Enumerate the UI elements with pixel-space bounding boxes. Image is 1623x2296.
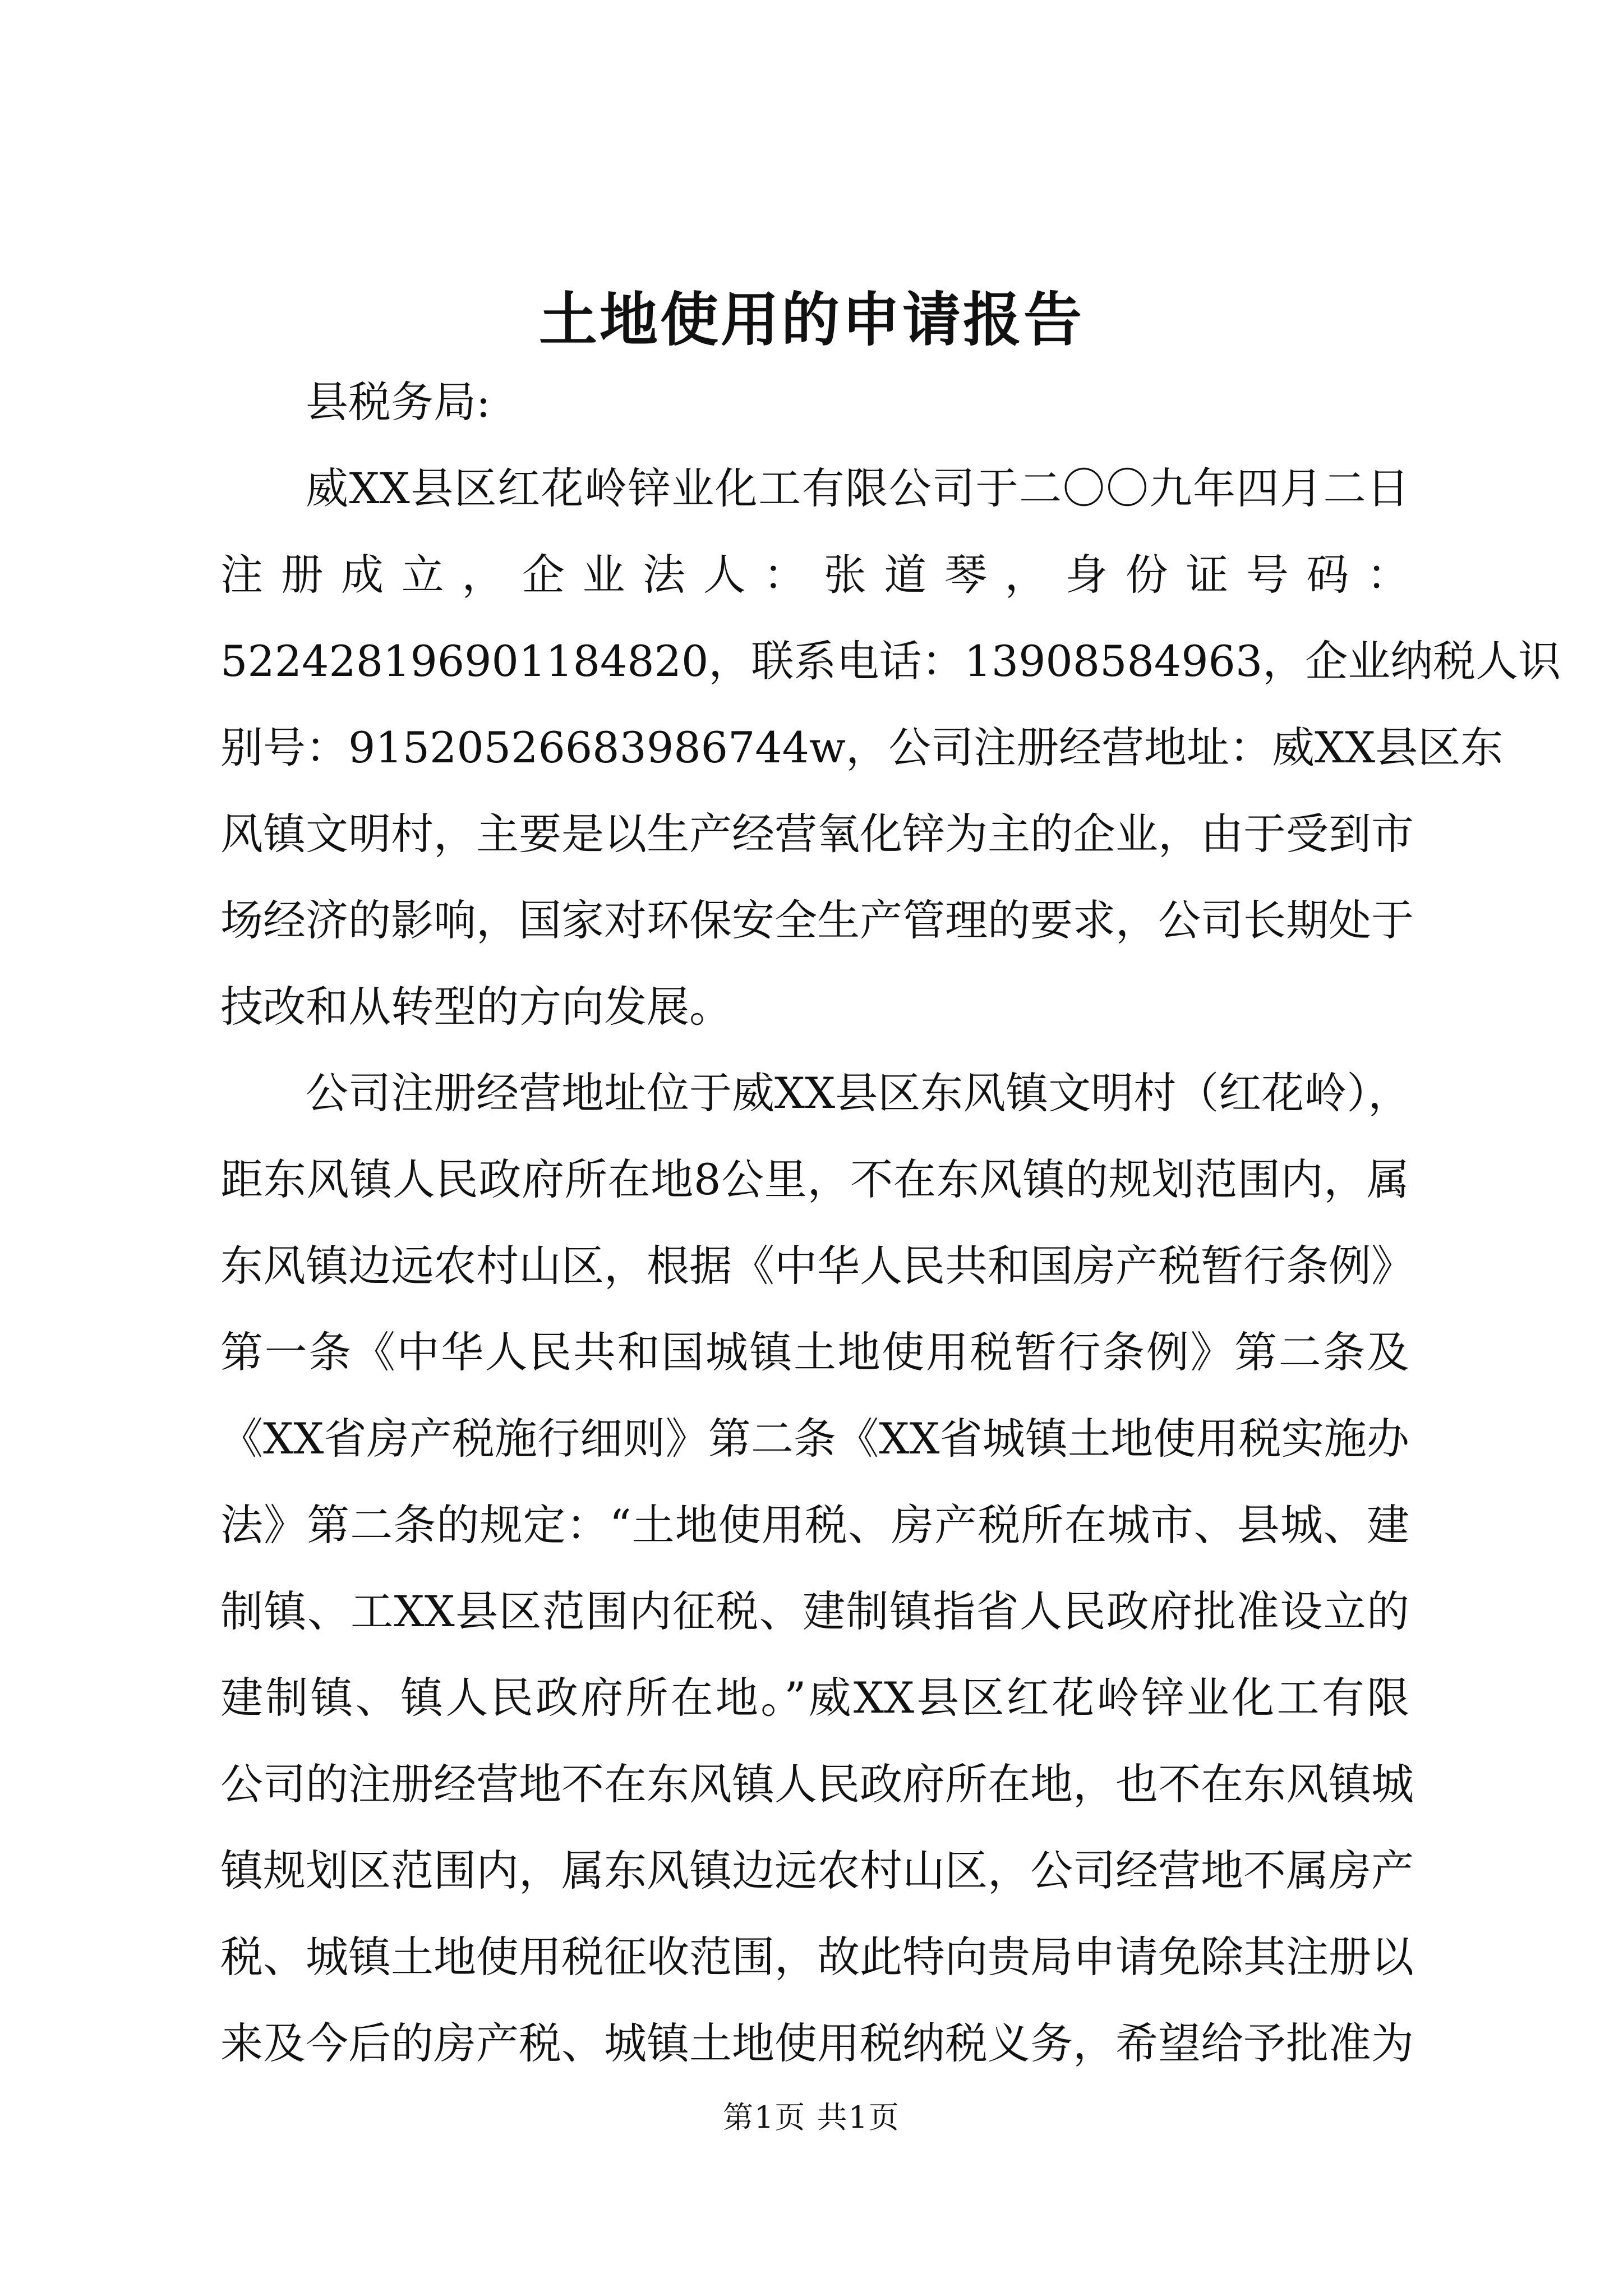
paragraph-line: 技改和从转型的方向发展。 [220,982,732,1032]
paragraph-line: 制镇、工XX县区范围内征税、建制镇指省人民政府批准设立的 [220,1586,1409,1636]
paragraph-line: 来及今后的房产税、城镇土地使用税纳税义务，希望给予批准为 [220,2018,1414,2068]
paragraph-line: 距东风镇人民政府所在地8公里，不在东风镇的规划范围内，属 [220,1154,1409,1204]
page-number-footer: 第1页 共1页 [723,2100,900,2135]
paragraph-line: 镇规划区范围内，属东风镇边远农村山区，公司经营地不属房产 [220,1846,1414,1895]
paragraph-line: 注册成立，企业法人：张道琴，身份证号码： [220,550,1409,600]
paragraph-line: 522428196901184820，联系电话：13908584963，企业纳税人识 [220,636,1561,686]
paragraph-1 [220,445,1561,1050]
paragraph-line: 公司注册经营地址位于威XX县区东风镇文明村（红花岭）， [306,1068,1411,1118]
paragraph-line: 场经济的影响，国家对环保安全生产管理的要求，公司长期处于 [220,895,1414,945]
paragraph-line: 风镇文明村，主要是以生产经营氧化锌为主的企业，由于受到市 [220,809,1414,859]
paragraph-line: 东风镇边远农村山区，根据《中华人民共和国房产税暂行条例》 [220,1241,1414,1291]
paragraph-line: 第一条《中华人民共和国城镇土地使用税暂行条例》第二条及 [220,1327,1409,1377]
paragraph-2 [220,1050,1414,2087]
salutation: 县税务局: [306,377,491,427]
document-body [220,359,1561,2087]
document-title: 土地使用的申请报告 [538,285,1084,354]
paragraph-line: 威XX县区红花岭锌业化工有限公司于二〇〇九年四月二日 [306,463,1409,513]
paragraph-line: 税、城镇土地使用税征收范围，故此特向贵局申请免除其注册以 [220,1932,1414,1982]
paragraph-line: 公司的注册经营地不在东风镇人民政府所在地，也不在东风镇城 [220,1759,1414,1809]
paragraph-line: 建制镇、镇人民政府所在地。”威XX县区红花岭锌业化工有限 [220,1673,1409,1723]
paragraph-line: 法》第二条的规定：“土地使用税、房产税所在城市、县城、建 [220,1500,1409,1550]
paragraph-line: 别号：915205266839867​44w，公司注册经营地址：威XX县区东 [220,723,1504,772]
paragraph-line: 《XX省房产税施行细则》第二条《XX省城镇土地使用税实施办 [220,1414,1409,1464]
